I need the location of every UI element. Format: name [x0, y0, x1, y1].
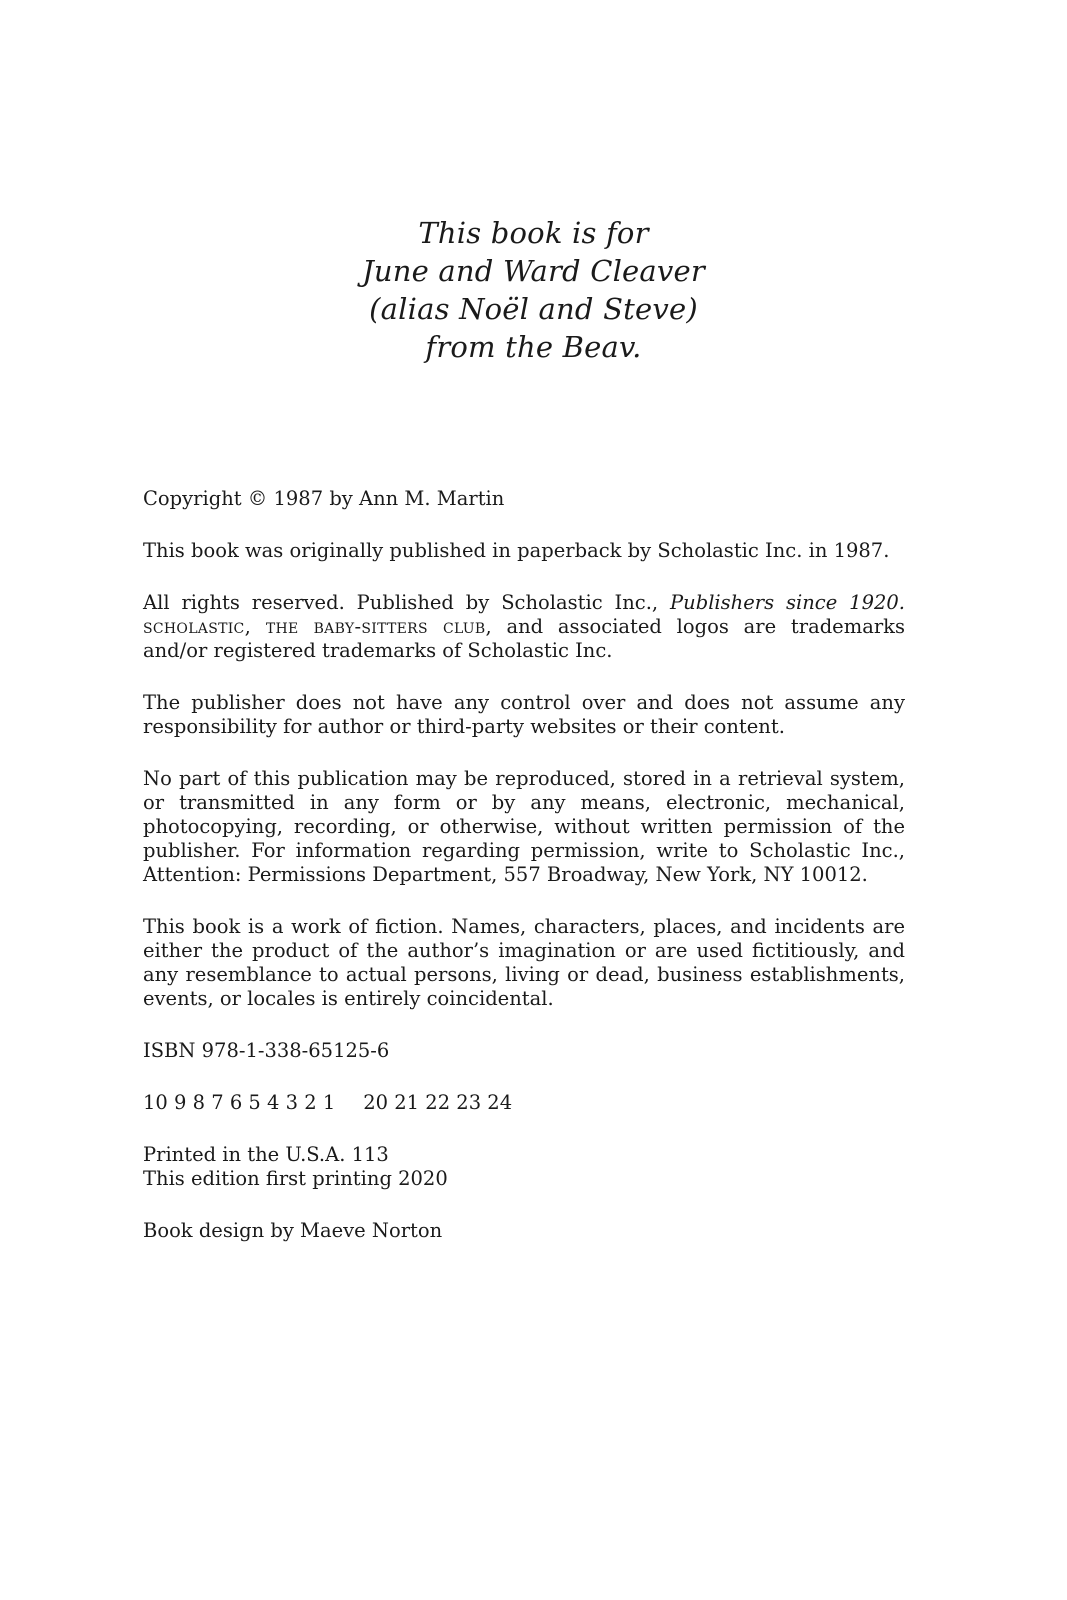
publisher-control-notice: The publisher does not have any control over and does not assume any responsibility for author or third-party websites or their content. [143, 691, 905, 738]
printing-numbers: 10 9 8 7 6 5 4 3 2 1 [143, 1091, 336, 1114]
trademark-scholastic: scholastic, [143, 615, 252, 638]
printing-years: 20 21 22 23 24 [363, 1091, 513, 1114]
copyright-line: Copyright © 1987 by Ann M. Martin [143, 487, 505, 510]
reproduction-notice: No part of this publication may be reproduced, stored in a retrieval system, or transmitted in any form or by any means, electronic, mechanical, photocopying, recording, or otherwise, without written permission of the publisher. For information regarding permission, write to Scholastic Inc., Attention: Permissions Department, 557 Broadway, New York, NY 10012. [143, 767, 905, 886]
isbn: ISBN 978-1-338-65125-6 [143, 1039, 390, 1062]
printing-info [143, 1143, 905, 1191]
fiction-disclaimer: This book is a work of fiction. Names, characters, places, and incidents are either the product of the author’s imagination or are used fictitiously, and any resemblance to actual persons, living or dead, business establishments, events, or locales is entirely coincidental. [143, 915, 905, 1010]
printing-line [143, 1091, 905, 1115]
legal-block [143, 487, 905, 1271]
rights-statement [143, 591, 905, 663]
dedication [0, 214, 1067, 366]
original-publication: This book was originally published in paperback by Scholastic Inc. in 1987. [143, 539, 890, 562]
dedication-line: (alias Noël and Steve) [369, 292, 698, 326]
book-design-credit: Book design by Maeve Norton [143, 1219, 443, 1242]
printed-in: Printed in the U.S.A. 113 [143, 1143, 389, 1166]
dedication-line: This book is for [418, 216, 649, 250]
dedication-line: from the Beav. [425, 330, 642, 364]
dedication-line: June and Ward Cleaver [362, 254, 705, 288]
rights-text: All rights reserved. Published by Scholastic Inc., [143, 591, 671, 614]
rights-text-end: , and associated logos are trademarks and/or registered trademarks of Scholastic Inc. [143, 615, 905, 662]
trademark-series: the baby-sitters club [265, 615, 486, 638]
edition-info: This edition first printing 2020 [143, 1167, 448, 1190]
publisher-tagline: Publishers since 1920. [670, 591, 905, 614]
